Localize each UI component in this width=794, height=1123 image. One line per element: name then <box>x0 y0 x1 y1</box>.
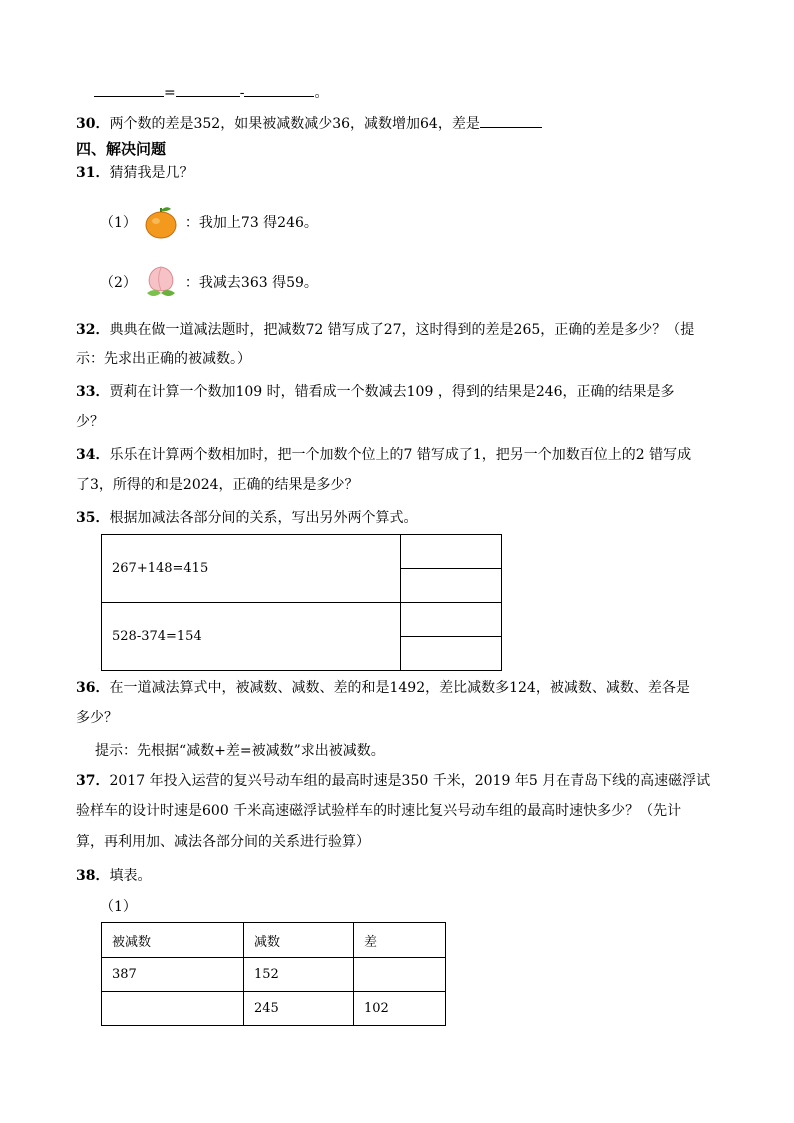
q38-table <box>101 922 446 1026</box>
item-label: （2） <box>100 275 137 291</box>
question-text: 乐乐在计算两个数相加时，把一个加数个位上的7 错写成了1，把另一个加数百位上的2 错写成 <box>109 447 692 463</box>
question-34 <box>76 445 691 465</box>
question-34-line2: 了3，所得的和是2024，正确的结果是多少？ <box>76 477 359 493</box>
orange-icon <box>143 204 179 240</box>
answer-cell[interactable] <box>401 637 502 671</box>
question-text: 根据加减法各部分间的关系，写出另外两个算式。 <box>109 510 418 526</box>
question-number: 31． <box>76 165 110 181</box>
question-number: 32． <box>76 322 110 338</box>
q31-item-1 <box>100 204 318 240</box>
question-number: 30． <box>76 116 110 132</box>
question-31 <box>76 163 193 183</box>
table-header: 差 <box>354 923 446 958</box>
question-number: 38． <box>76 868 110 884</box>
question-33 <box>76 382 675 402</box>
peach-icon <box>143 263 179 301</box>
answer-cell[interactable] <box>102 992 244 1026</box>
sub-question-label: （1） <box>100 899 137 915</box>
question-text: 贾莉在计算一个数加109 时，错看成一个数减去109 ，得到的结果是246，正确的结果是多 <box>109 384 675 400</box>
item-label: （1） <box>100 215 137 231</box>
section-heading: 四、解决问题 <box>76 140 167 158</box>
question-36-hint: 提示：先根据“减数+差=被减数”求出被减数。 <box>95 743 385 759</box>
question-text: 典典在做一道减法题时，把减数72 错写成了27，这时得到的差是265，正确的差是多少？（提 <box>109 322 695 338</box>
blank[interactable] <box>176 82 240 97</box>
question-32 <box>76 320 694 340</box>
question-30 <box>76 113 542 134</box>
equation-cell: 528-374=154 <box>102 603 401 671</box>
answer-cell[interactable] <box>401 569 502 603</box>
question-number: 34． <box>76 447 110 463</box>
question-36 <box>76 678 690 698</box>
blank[interactable] <box>244 82 314 97</box>
equation-cell: 267+148=415 <box>102 535 401 603</box>
item-text: ：我减去363 得59。 <box>184 275 318 291</box>
question-text: 两个数的差是352，如果被减数减少36，减数增加64，差是 <box>109 116 480 132</box>
question-number: 36． <box>76 680 110 696</box>
question-35 <box>76 508 417 528</box>
blank[interactable] <box>94 82 164 97</box>
table-cell: 245 <box>244 992 354 1026</box>
table-cell: 152 <box>244 958 354 992</box>
q35-table <box>101 534 502 671</box>
question-text: 2017 年投入运营的复兴号动车组的最高时速是350 千米，2019 年5 月在青岛下线的高速磁浮试 <box>109 773 711 789</box>
question-33-line2: 少？ <box>76 414 104 430</box>
answer-blank[interactable] <box>480 113 542 128</box>
question-number: 37． <box>76 773 110 789</box>
table-header: 被减数 <box>102 923 244 958</box>
equation-blank-line: = - 。 <box>94 82 328 103</box>
question-number: 33． <box>76 384 110 400</box>
table-cell: 387 <box>102 958 244 992</box>
question-32-line2: 示：先求出正确的被减数。） <box>76 351 251 367</box>
answer-cell[interactable] <box>401 535 502 569</box>
question-text: 猜猜我是几？ <box>109 165 194 181</box>
q31-item-2 <box>100 263 318 301</box>
table-header: 减数 <box>244 923 354 958</box>
answer-cell[interactable] <box>401 603 502 637</box>
question-text: 在一道减法算式中，被减数、减数、差的和是1492，差比减数多124，被减数、减数、差各是 <box>109 680 690 696</box>
table-cell: 102 <box>354 992 446 1026</box>
question-37-line2: 验样车的设计时速是600 千米高速磁浮试验样车的时速比复兴号动车组的最高时速快多少？（先计 <box>76 803 682 819</box>
question-text: 填表。 <box>109 868 152 884</box>
question-number: 35． <box>76 510 110 526</box>
question-38 <box>76 866 151 886</box>
answer-cell[interactable] <box>354 958 446 992</box>
question-36-line2: 多少？ <box>76 710 118 726</box>
question-37 <box>76 771 710 791</box>
item-text: ：我加上73 得246。 <box>184 215 318 231</box>
question-37-line3: 算，再利用加、减法各部分间的关系进行验算） <box>76 834 370 850</box>
